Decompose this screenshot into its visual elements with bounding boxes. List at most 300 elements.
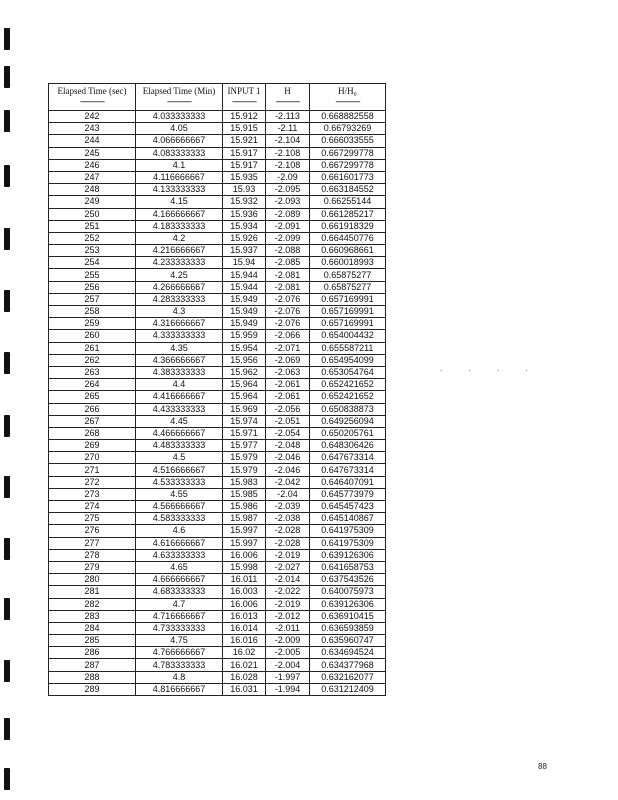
table-row	[49, 379, 386, 391]
data-table	[48, 83, 386, 696]
table-cell: -2.056	[266, 403, 310, 415]
table-cell: 15.949	[223, 306, 266, 318]
table-cell: 281	[49, 586, 136, 598]
table-cell: 4.083333333	[136, 147, 223, 159]
table-cell: 15.93	[223, 184, 266, 196]
table-cell: 0.639126306	[310, 598, 386, 610]
binder-punch-mark	[4, 290, 10, 312]
table-cell: 257	[49, 293, 136, 305]
table-cell: 288	[49, 671, 136, 683]
table-cell: 4.816666667	[136, 683, 223, 695]
table-row	[49, 293, 386, 305]
table-cell: -2.104	[266, 135, 310, 147]
table-cell: 4.266666667	[136, 281, 223, 293]
table-cell: 4.2	[136, 232, 223, 244]
binder-punch-mark	[4, 598, 10, 620]
table-cell: 0.65875277	[310, 269, 386, 281]
table-cell: 267	[49, 415, 136, 427]
table-cell: -2.085	[266, 257, 310, 269]
table-cell: 245	[49, 147, 136, 159]
table-cell: 246	[49, 159, 136, 171]
table-cell: 4.6	[136, 525, 223, 537]
table-row	[49, 257, 386, 269]
table-cell: 15.921	[223, 135, 266, 147]
table-cell: 0.667299778	[310, 159, 386, 171]
table-cell: -2.038	[266, 513, 310, 525]
table-cell: 15.954	[223, 342, 266, 354]
table-row	[49, 659, 386, 671]
table-cell: -2.028	[266, 537, 310, 549]
table-row	[49, 403, 386, 415]
table-cell: 15.987	[223, 513, 266, 525]
table-cell: 248	[49, 184, 136, 196]
table-cell: 0.667299778	[310, 147, 386, 159]
table-cell: 264	[49, 379, 136, 391]
table-row	[49, 586, 386, 598]
table-cell: 0.652421652	[310, 391, 386, 403]
table-cell: 15.986	[223, 501, 266, 513]
table-cell: 4.4	[136, 379, 223, 391]
table-cell: 0.661285217	[310, 208, 386, 220]
table-cell: 15.969	[223, 403, 266, 415]
table-cell: 0.66255144	[310, 196, 386, 208]
table-cell: -2.076	[266, 318, 310, 330]
table-cell: 283	[49, 610, 136, 622]
table-row	[49, 306, 386, 318]
table-cell: 0.637543526	[310, 574, 386, 586]
table-cell: 16.003	[223, 586, 266, 598]
table-cell: 15.979	[223, 464, 266, 476]
table-cell: 282	[49, 598, 136, 610]
table-cell: 247	[49, 171, 136, 183]
table-row	[49, 635, 386, 647]
table-cell: 0.657169991	[310, 306, 386, 318]
table-row	[49, 330, 386, 342]
table-cell: 266	[49, 403, 136, 415]
table-cell: 0.664450776	[310, 232, 386, 244]
table-cell: -2.108	[266, 159, 310, 171]
table-cell: 0.641975309	[310, 525, 386, 537]
table-row	[49, 196, 386, 208]
page-mark: 88	[538, 762, 547, 771]
table-cell: 4.7	[136, 598, 223, 610]
table-row	[49, 537, 386, 549]
table-row	[49, 245, 386, 257]
table-cell: 15.912	[223, 111, 266, 123]
table-cell: -2.113	[266, 111, 310, 123]
table-row	[49, 208, 386, 220]
table-cell: 15.956	[223, 354, 266, 366]
table-cell: 270	[49, 452, 136, 464]
table-cell: -2.028	[266, 525, 310, 537]
table-cell: 0.645773979	[310, 488, 386, 500]
table-cell: 259	[49, 318, 136, 330]
table-cell: 15.935	[223, 171, 266, 183]
table-cell: 15.962	[223, 366, 266, 378]
table-cell: 4.25	[136, 269, 223, 281]
table-cell: 252	[49, 232, 136, 244]
table-cell: 4.133333333	[136, 184, 223, 196]
table-cell: -1.994	[266, 683, 310, 695]
table-cell: -2.046	[266, 464, 310, 476]
table-row	[49, 598, 386, 610]
table-cell: 15.964	[223, 391, 266, 403]
table-cell: 15.917	[223, 159, 266, 171]
table-cell: -2.009	[266, 635, 310, 647]
table-cell: 0.634377968	[310, 659, 386, 671]
table-cell: 0.655587211	[310, 342, 386, 354]
table-cell: 0.636910415	[310, 610, 386, 622]
table-cell: -1.997	[266, 671, 310, 683]
table-row	[49, 415, 386, 427]
table-cell: 4.066666667	[136, 135, 223, 147]
table-row	[49, 610, 386, 622]
table-cell: 16.013	[223, 610, 266, 622]
table-row	[49, 574, 386, 586]
table-cell: 15.94	[223, 257, 266, 269]
table-cell: 280	[49, 574, 136, 586]
table-cell: 16.021	[223, 659, 266, 671]
table-cell: -2.069	[266, 354, 310, 366]
table-cell: -2.108	[266, 147, 310, 159]
table-row	[49, 220, 386, 232]
table-cell: -2.061	[266, 379, 310, 391]
table-cell: 0.634694524	[310, 647, 386, 659]
binder-punch-mark	[4, 768, 10, 790]
header-cell: H/H₀ ------------	[310, 84, 386, 111]
table-cell: 4.683333333	[136, 586, 223, 598]
table-cell: 15.974	[223, 415, 266, 427]
table-cell: -2.019	[266, 549, 310, 561]
table-cell: -2.005	[266, 647, 310, 659]
table-cell: 16.014	[223, 622, 266, 634]
table-cell: 4.75	[136, 635, 223, 647]
table-cell: 287	[49, 659, 136, 671]
table-cell: 256	[49, 281, 136, 293]
table-cell: 15.959	[223, 330, 266, 342]
table-cell: 269	[49, 440, 136, 452]
binder-punch-mark	[4, 718, 10, 740]
table-cell: 4.05	[136, 123, 223, 135]
table-cell: 0.648306426	[310, 440, 386, 452]
table-cell: 4.183333333	[136, 220, 223, 232]
table-row	[49, 525, 386, 537]
table-cell: 0.632162077	[310, 671, 386, 683]
table-row	[49, 440, 386, 452]
table-cell: 243	[49, 123, 136, 135]
table-cell: 4.466666667	[136, 427, 223, 439]
table-cell: 15.936	[223, 208, 266, 220]
table-cell: 0.650205761	[310, 427, 386, 439]
table-cell: 4.666666667	[136, 574, 223, 586]
table-row	[49, 488, 386, 500]
table-cell: 0.657169991	[310, 318, 386, 330]
table-cell: -2.022	[266, 586, 310, 598]
table-cell: 15.915	[223, 123, 266, 135]
table-cell: 16.031	[223, 683, 266, 695]
table-cell: -2.011	[266, 622, 310, 634]
table-cell: 4.533333333	[136, 476, 223, 488]
table-row	[49, 501, 386, 513]
table-cell: -2.081	[266, 281, 310, 293]
table-cell: 273	[49, 488, 136, 500]
table-cell: -2.04	[266, 488, 310, 500]
table-cell: -2.061	[266, 391, 310, 403]
table-cell: 15.949	[223, 318, 266, 330]
table-cell: 0.646407091	[310, 476, 386, 488]
table-cell: 249	[49, 196, 136, 208]
table-cell: -2.093	[266, 196, 310, 208]
table-cell: -2.014	[266, 574, 310, 586]
table-cell: 253	[49, 245, 136, 257]
table-cell: -2.054	[266, 427, 310, 439]
table-cell: 250	[49, 208, 136, 220]
table-cell: 0.654004432	[310, 330, 386, 342]
table-row	[49, 171, 386, 183]
table-cell: 0.657169991	[310, 293, 386, 305]
table-cell: 4.516666667	[136, 464, 223, 476]
table-cell: 0.66793269	[310, 123, 386, 135]
table-row	[49, 391, 386, 403]
table-cell: 0.660968661	[310, 245, 386, 257]
table-row	[49, 354, 386, 366]
table-row	[49, 683, 386, 695]
table-cell: 15.964	[223, 379, 266, 391]
table-cell: 0.663184552	[310, 184, 386, 196]
table-cell: 0.647673314	[310, 452, 386, 464]
table-cell: 0.654954099	[310, 354, 386, 366]
table-row	[49, 123, 386, 135]
table-cell: 16.02	[223, 647, 266, 659]
header-row	[49, 84, 386, 111]
binder-punch-mark	[4, 110, 10, 132]
table-cell: 4.116666667	[136, 171, 223, 183]
binder-punch-mark	[4, 228, 10, 250]
table-cell: -2.076	[266, 306, 310, 318]
table-cell: 4.65	[136, 561, 223, 573]
table-row	[49, 561, 386, 573]
binder-punch-mark	[4, 28, 10, 50]
table-cell: 0.631212409	[310, 683, 386, 695]
table-cell: 15.971	[223, 427, 266, 439]
binder-punch-mark	[4, 66, 10, 88]
table-cell: -2.027	[266, 561, 310, 573]
table-cell: -2.11	[266, 123, 310, 135]
table-cell: 286	[49, 647, 136, 659]
table-cell: 4.216666667	[136, 245, 223, 257]
table-row	[49, 232, 386, 244]
table-cell: -2.066	[266, 330, 310, 342]
table-cell: 0.639126306	[310, 549, 386, 561]
table-cell: 271	[49, 464, 136, 476]
table-cell: 4.033333333	[136, 111, 223, 123]
table-cell: 4.366666667	[136, 354, 223, 366]
table-cell: 254	[49, 257, 136, 269]
table-cell: 4.15	[136, 196, 223, 208]
table-row	[49, 281, 386, 293]
table-cell: 16.016	[223, 635, 266, 647]
table-cell: 0.666033555	[310, 135, 386, 147]
table-cell: 4.3	[136, 306, 223, 318]
table-row	[49, 111, 386, 123]
binder-punch-mark	[4, 352, 10, 374]
table-cell: 260	[49, 330, 136, 342]
binder-punch-mark	[4, 538, 10, 560]
table-cell: -2.019	[266, 598, 310, 610]
table-row	[49, 476, 386, 488]
table-cell: 0.649256094	[310, 415, 386, 427]
table-cell: 15.977	[223, 440, 266, 452]
table-cell: 4.316666667	[136, 318, 223, 330]
table-row	[49, 549, 386, 561]
table-cell: 242	[49, 111, 136, 123]
table-cell: 268	[49, 427, 136, 439]
table-cell: 15.917	[223, 147, 266, 159]
table-cell: 15.997	[223, 525, 266, 537]
table-cell: 244	[49, 135, 136, 147]
table-cell: 4.633333333	[136, 549, 223, 561]
table-cell: -2.051	[266, 415, 310, 427]
table-cell: 15.979	[223, 452, 266, 464]
table-cell: 262	[49, 354, 136, 366]
table-row	[49, 184, 386, 196]
table-row	[49, 464, 386, 476]
table-cell: 4.45	[136, 415, 223, 427]
table-cell: 4.5	[136, 452, 223, 464]
table-cell: 0.636593859	[310, 622, 386, 634]
table-cell: 278	[49, 549, 136, 561]
table-cell: 16.006	[223, 598, 266, 610]
table-cell: 0.668882558	[310, 111, 386, 123]
table-cell: -2.071	[266, 342, 310, 354]
table-cell: -2.081	[266, 269, 310, 281]
table-cell: 276	[49, 525, 136, 537]
table-cell: 275	[49, 513, 136, 525]
table-cell: 255	[49, 269, 136, 281]
table-cell: 16.028	[223, 671, 266, 683]
table-cell: 279	[49, 561, 136, 573]
table-cell: 258	[49, 306, 136, 318]
table-cell: 4.766666667	[136, 647, 223, 659]
table-row	[49, 622, 386, 634]
table-cell: 4.333333333	[136, 330, 223, 342]
table-cell: 265	[49, 391, 136, 403]
table-cell: 15.949	[223, 293, 266, 305]
table-cell: 4.55	[136, 488, 223, 500]
table-cell: -2.095	[266, 184, 310, 196]
table-cell: -2.004	[266, 659, 310, 671]
table-cell: 4.583333333	[136, 513, 223, 525]
table-cell: 0.65875277	[310, 281, 386, 293]
table-row	[49, 452, 386, 464]
table-cell: -2.042	[266, 476, 310, 488]
table-cell: 4.8	[136, 671, 223, 683]
table-row	[49, 135, 386, 147]
table-cell: 0.660018993	[310, 257, 386, 269]
table-cell: -2.088	[266, 245, 310, 257]
table-cell: 284	[49, 622, 136, 634]
table-row	[49, 159, 386, 171]
table-cell: -2.09	[266, 171, 310, 183]
table-row	[49, 427, 386, 439]
table-cell: -2.076	[266, 293, 310, 305]
table-row	[49, 671, 386, 683]
table-cell: 0.645140867	[310, 513, 386, 525]
binder-punch-mark	[4, 415, 10, 437]
table-row	[49, 647, 386, 659]
scan-specks: . . . .	[440, 364, 540, 373]
table-cell: 4.616666667	[136, 537, 223, 549]
table-cell: 4.166666667	[136, 208, 223, 220]
table-cell: 0.652421652	[310, 379, 386, 391]
table-cell: 0.635960747	[310, 635, 386, 647]
table-cell: 4.416666667	[136, 391, 223, 403]
table-cell: 263	[49, 366, 136, 378]
table-cell: -2.089	[266, 208, 310, 220]
table-cell: 15.998	[223, 561, 266, 573]
table-cell: 0.641658753	[310, 561, 386, 573]
table-cell: -2.046	[266, 452, 310, 464]
table-cell: 15.926	[223, 232, 266, 244]
binder-punch-mark	[4, 660, 10, 682]
table-cell: 15.932	[223, 196, 266, 208]
table-cell: 4.1	[136, 159, 223, 171]
table-cell: 4.233333333	[136, 257, 223, 269]
table-cell: -2.063	[266, 366, 310, 378]
table-cell: -2.048	[266, 440, 310, 452]
table-cell: 0.661918329	[310, 220, 386, 232]
table-cell: 251	[49, 220, 136, 232]
table-cell: 15.997	[223, 537, 266, 549]
table-cell: 15.983	[223, 476, 266, 488]
table-cell: 15.944	[223, 281, 266, 293]
table-row	[49, 269, 386, 281]
table-cell: 0.647673314	[310, 464, 386, 476]
table-cell: 0.653054764	[310, 366, 386, 378]
table-row	[49, 366, 386, 378]
table-cell: 261	[49, 342, 136, 354]
table-cell: 16.011	[223, 574, 266, 586]
table-cell: 4.383333333	[136, 366, 223, 378]
table-cell: 16.006	[223, 549, 266, 561]
table-cell: 4.35	[136, 342, 223, 354]
table-cell: 0.650838873	[310, 403, 386, 415]
binder-punch-mark	[4, 165, 10, 187]
table-cell: 4.433333333	[136, 403, 223, 415]
table-cell: -2.039	[266, 501, 310, 513]
table-cell: -2.099	[266, 232, 310, 244]
table-cell: 4.283333333	[136, 293, 223, 305]
table-cell: 15.937	[223, 245, 266, 257]
table-body	[49, 111, 386, 696]
table-cell: 4.733333333	[136, 622, 223, 634]
table-row	[49, 342, 386, 354]
table-cell: 0.640075973	[310, 586, 386, 598]
header-cell: Elapsed Time (Min) ------------	[136, 84, 223, 111]
table-cell: -2.091	[266, 220, 310, 232]
table-cell: 4.716666667	[136, 610, 223, 622]
table-cell: 15.944	[223, 269, 266, 281]
header-cell: H ------------	[266, 84, 310, 111]
table-cell: 0.641975309	[310, 537, 386, 549]
binder-punch-mark	[4, 476, 10, 498]
table-cell: 15.934	[223, 220, 266, 232]
table-cell: 0.645457423	[310, 501, 386, 513]
table-cell: 274	[49, 501, 136, 513]
table-cell: 15.985	[223, 488, 266, 500]
table-row	[49, 147, 386, 159]
table-cell: -2.012	[266, 610, 310, 622]
